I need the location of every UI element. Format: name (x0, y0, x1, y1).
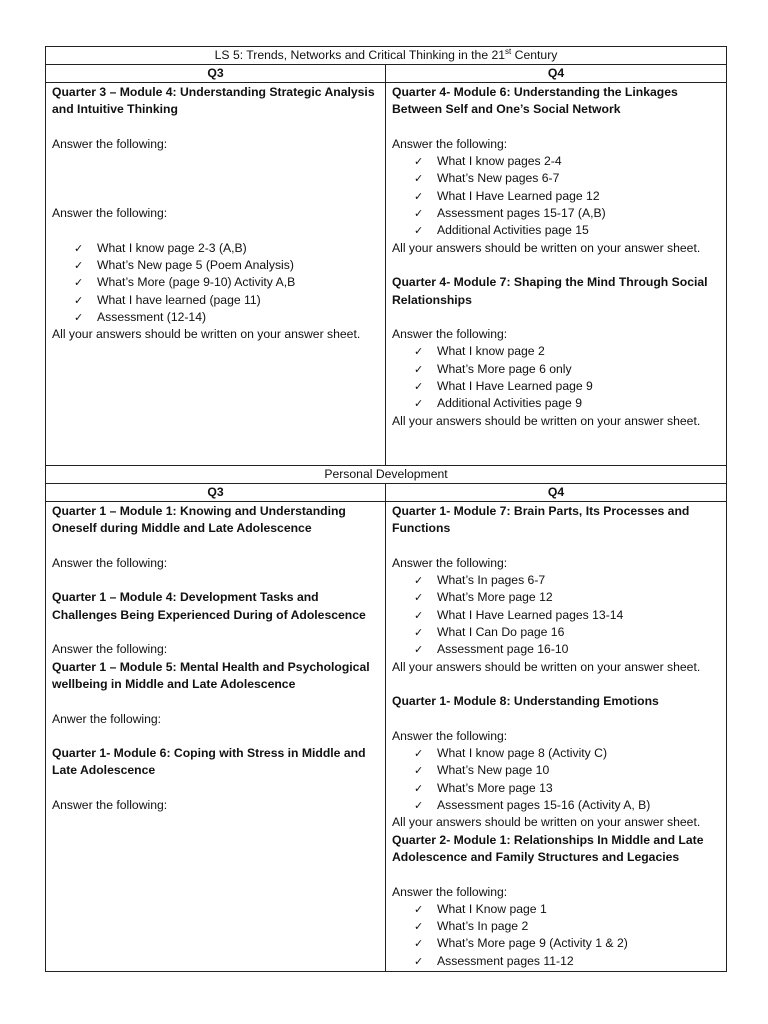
checklist-item: ✓ What’s More page 13 (414, 780, 720, 797)
checklist-item: ✓ Assessment (12-14) (74, 309, 379, 326)
checklist-item: ✓ What I Can Do page 16 (414, 624, 720, 641)
module-title: Quarter 1 – Module 4: Development Tasks and Challenges Being Experienced During of Adolescence (52, 590, 366, 622)
checklist-item: ✓ What’s In pages 6-7 (414, 572, 720, 589)
personal-development-table (45, 465, 727, 972)
checklist-item: ✓ What’s More (page 9-10) Activity A,B (74, 274, 379, 291)
answer-note: All your answers should be written on your answer sheet. (392, 413, 701, 428)
checklist-item: ✓ Assessment pages 15-17 (A,B) (414, 205, 720, 222)
checklist-item: ✓ What I Have Learned page 9 (414, 378, 720, 395)
q4-column (386, 501, 726, 971)
module-title: Quarter 1- Module 8: Understanding Emotions (392, 694, 659, 709)
instruction-text: Anwer the following: (52, 711, 162, 726)
checklist (392, 901, 720, 970)
answer-note: All your answers should be written on your answer sheet. (392, 659, 701, 674)
module-title: Quarter 1 – Module 5: Mental Health and Psychological wellbeing in Middle and Late Adolescence (52, 659, 370, 691)
checklist-item: ✓ What’s More page 6 only (414, 361, 720, 378)
q4-header: Q4 (547, 66, 565, 80)
answer-note: All your answers should be written on your answer sheet. (392, 815, 701, 830)
checklist-item: ✓ What I know page 2-3 (A,B) (74, 240, 379, 257)
checklist-item: ✓ What I have learned (page 11) (74, 292, 379, 309)
checklist-item: ✓ What I know page 2 (414, 343, 720, 360)
q4-header: Q4 (547, 485, 565, 499)
checklist-item: ✓ What’s More page 12 (414, 589, 720, 606)
module-title: Quarter 4- Module 6: Understanding the Linkages Between Self and One’s Social Network (392, 85, 678, 117)
table-title: LS 5: Trends, Networks and Critical Thinking in the 21st Century (46, 47, 726, 65)
checklist (392, 572, 720, 658)
q3-column (46, 501, 386, 971)
q4-column (386, 82, 726, 465)
instruction-text: Answer the following: (392, 728, 508, 743)
checklist-item: ✓ Assessment page 16-10 (414, 641, 720, 658)
checklist (392, 153, 720, 239)
checklist-item: ✓ What I know pages 2-4 (414, 153, 720, 170)
module-title: Quarter 1- Module 7: Brain Parts, Its Processes and Functions (392, 504, 690, 536)
checklist-item: ✓ What I Have Learned pages 13-14 (414, 607, 720, 624)
table-body (46, 82, 726, 465)
q3-header: Q3 (46, 484, 386, 501)
answer-note: All your answers should be written on your answer sheet. (392, 240, 701, 255)
answer-note: All your answers should be written on your answer sheet. (52, 327, 361, 342)
q3-column (46, 82, 386, 465)
q3-header: Q3 (46, 65, 386, 82)
table-body (46, 501, 726, 971)
checklist (392, 343, 720, 412)
checklist-item: ✓ Additional Activities page 9 (414, 395, 720, 412)
quarter-header-row (46, 484, 726, 502)
checklist-item: ✓ Assessment pages 15-16 (Activity A, B) (414, 797, 720, 814)
checklist-item: ✓ What’s More page 9 (Activity 1 & 2) (414, 935, 720, 952)
checklist-item: ✓ What’s New page 5 (Poem Analysis) (74, 257, 379, 274)
instruction-text: Answer the following: (52, 798, 168, 813)
table-title: Personal Development (46, 466, 726, 484)
checklist-item: ✓ What I Have Learned page 12 (414, 188, 720, 205)
checklist-item: ✓ Additional Activities page 15 (414, 222, 720, 239)
checklist-item: ✓ What’s New page 10 (414, 762, 720, 779)
ls5-table (45, 46, 727, 466)
checklist-item: ✓ Assessment pages 11-12 (414, 953, 720, 970)
module-title: Quarter 2- Module 1: Relationships In Middle and Late Adolescence and Family Structures and Legacies (392, 832, 704, 864)
instruction-text: Answer the following: (392, 884, 508, 899)
module-title: Quarter 1 – Module 1: Knowing and Understanding Oneself during Middle and Late Adolescence (52, 504, 346, 536)
instruction-text: Answer the following: (392, 136, 508, 151)
checklist-item: ✓ What I know page 8 (Activity C) (414, 745, 720, 762)
instruction-text: Answer the following: (52, 136, 168, 151)
module-title: Quarter 3 – Module 4: Understanding Strategic Analysis and Intuitive Thinking (52, 85, 375, 117)
instruction-text: Answer the following: (52, 555, 168, 570)
instruction-text: Answer the following: (52, 642, 168, 657)
checklist-item: ✓ What I Know page 1 (414, 901, 720, 918)
checklist-item: ✓ What’s In page 2 (414, 918, 720, 935)
quarter-header-row (46, 65, 726, 83)
checklist (392, 745, 720, 814)
instruction-text: Answer the following: (392, 327, 508, 342)
instruction-text: Answer the following: (392, 555, 508, 570)
instruction-text: Answer the following: (52, 206, 168, 221)
checklist-item: ✓ What’s New pages 6-7 (414, 170, 720, 187)
checklist (52, 240, 379, 326)
module-title: Quarter 4- Module 7: Shaping the Mind Through Social Relationships (392, 275, 708, 307)
module-title: Quarter 1- Module 6: Coping with Stress in Middle and Late Adolescence (52, 746, 366, 778)
